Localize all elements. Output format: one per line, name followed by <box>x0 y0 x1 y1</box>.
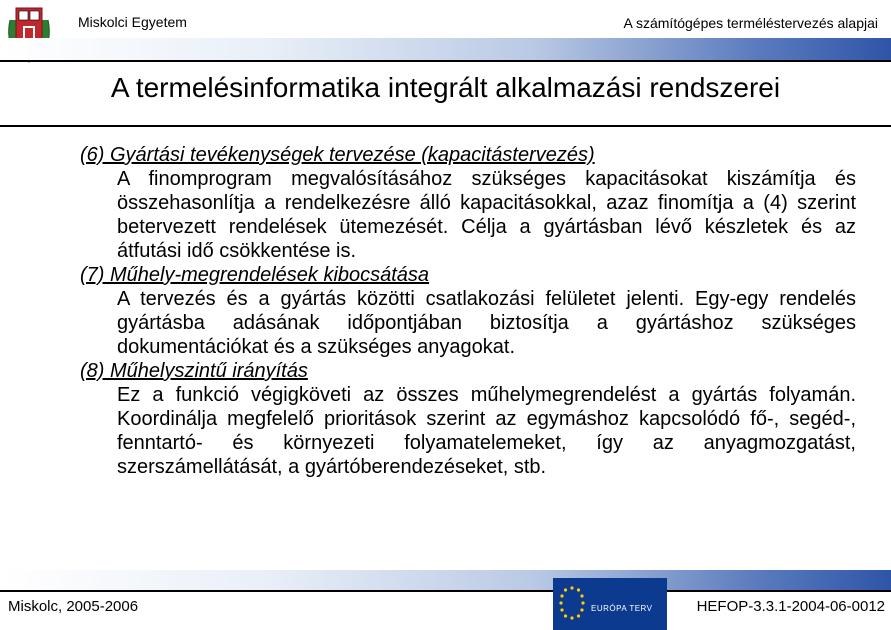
slide-content <box>80 143 856 479</box>
header-divider <box>0 60 891 62</box>
section-body-6: A finomprogram megvalósításához szükséges kapacitásokat kiszámítja és összehasonlítja a rendelkezésre álló kapacitásokkal, azaz finomítja a (4) szerint betervezett rendelések ütemezését. Célja a gyártásban lévő készletek és az átfutási idő csökkentése is. <box>117 168 856 262</box>
section-body-8: Ez a funkció végigköveti az összes műhelymegrendelést a gyártás folyamán. Koordinálja megfelelő prioritások szerint az egymáshoz kapcsolódó fő-, segéd-, fenntartó- és környezeti folyamatelemeket, így az anyagmozgatást, szerszámellátását, a gyártóberendezéseket, stb. <box>117 384 856 478</box>
eu-logo-label: EURÓPA TERV <box>591 604 653 613</box>
section-body-7: A tervezés és a gyártás közötti csatlakozási felületet jelenti. Egy-egy rendelés gyártásba adásának időpontjában biztosítja a gyártáshoz szükséges dokumentációkat és a szükséges anyagokat. <box>117 288 856 358</box>
header-gradient-band <box>0 38 891 62</box>
slide-title: A termelésinformatika integrált alkalmazási rendszerei <box>110 72 781 103</box>
course-title: A számítógépes terméléstervezés alapjai <box>623 15 878 31</box>
university-name: Miskolci Egyetem <box>78 14 187 30</box>
section-heading-7: (7) Műhely-megrendelések kibocsátása <box>80 264 430 286</box>
footer-divider <box>0 590 891 592</box>
section-heading-8: (8) Műhelyszintű irányítás <box>80 360 308 382</box>
footer-project-code: HEFOP-3.3.1-2004-06-0012 <box>696 598 885 615</box>
footer-gradient-band <box>0 570 891 592</box>
title-divider <box>0 125 891 127</box>
footer-location-date: Miskolc, 2005-2006 <box>8 598 139 615</box>
eu-logo <box>553 578 667 630</box>
section-heading-6: (6) Gyártási tevékenységek tervezése (kapacitástervezés) <box>80 144 595 166</box>
eu-flag-icon <box>555 578 589 630</box>
